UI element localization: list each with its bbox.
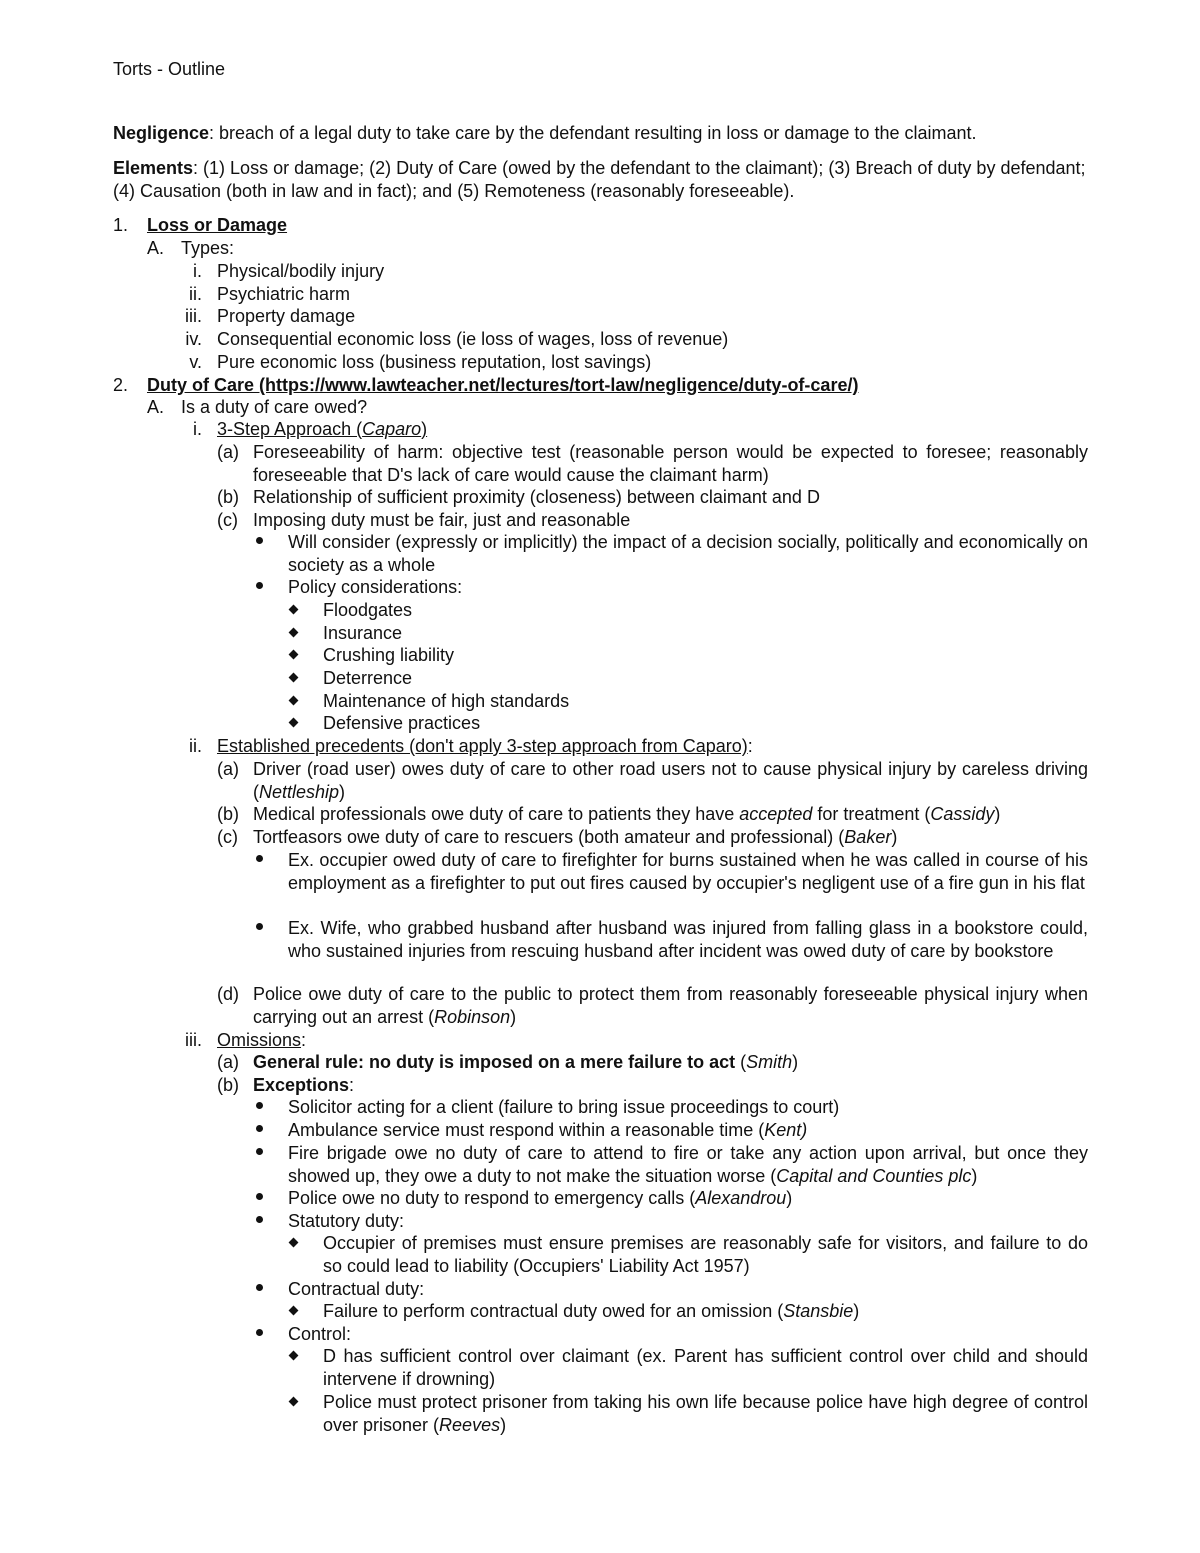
section-title-loss-or-damage: Loss or Damage <box>147 215 288 235</box>
policy-item: Crushing liability <box>323 645 455 665</box>
section-title-duty-of-care: Duty of Care (https://www.lawteacher.net/lectures/tort-law/negligence/duty-of-care/) <box>147 375 859 395</box>
exception-item: Fire brigade owe no duty of care to attend to fire or take any action upon arrival, but once they showed up, they owe a duty to not make the situation worse (Capital and Counties plc) <box>288 1143 1088 1186</box>
list-item: D has sufficient control over claimant (ex. Parent has sufficient control over child and should intervene if drowning) <box>323 1346 1088 1389</box>
policy-item: Defensive practices <box>323 713 481 733</box>
precedent-rescuers: Tortfeasors owe duty of care to rescuers (both amateur and professional) (Baker) <box>253 827 898 847</box>
outline-marker: A. <box>147 238 165 258</box>
step-proximity: Relationship of sufficient proximity (closeness) between claimant and D <box>253 487 820 507</box>
diamond-bullet-icon <box>289 696 299 706</box>
subheading-types: Types: <box>181 238 235 258</box>
diamond-bullet-icon <box>289 1351 299 1361</box>
general-rule: General rule: no duty is imposed on a mere failure to act (Smith) <box>253 1052 799 1072</box>
section-number: 1. <box>113 215 129 235</box>
diamond-bullet-icon <box>289 1397 299 1407</box>
list-item: Psychiatric harm <box>217 284 351 304</box>
precedent-medical: Medical professionals owe duty of care to patients they have accepted for treatment (Cassidy) <box>253 804 1001 824</box>
bullet-icon <box>256 1125 263 1132</box>
bullet-icon <box>256 1284 263 1291</box>
section-number: 2. <box>113 375 129 395</box>
list-item: Occupier of premises must ensure premises are reasonably safe for visitors, and failure to do so could lead to liability (Occupiers' Liability Act 1957) <box>323 1233 1088 1276</box>
outline-marker: (d) <box>217 984 239 1004</box>
policy-item: Maintenance of high standards <box>323 691 570 711</box>
document-header: Torts - Outline <box>113 59 226 79</box>
outline-marker: (c) <box>217 827 238 847</box>
bullet-icon <box>256 1329 263 1336</box>
diamond-bullet-icon <box>289 1238 299 1248</box>
diamond-bullet-icon <box>289 628 299 638</box>
elements-definition: Elements: (1) Loss or damage; (2) Duty of Care (owed by the defendant to the claimant); (3) Breach of duty by defendant; (4) Causation (both in law and in fact); and (5) Remoteness (reasonably foreseeable). <box>113 158 1086 201</box>
diamond-bullet-icon <box>289 650 299 660</box>
list-item: Policy considerations: <box>288 577 463 597</box>
list-item: Police must protect prisoner from taking his own life because police have high degree of control over prisoner (Reeves) <box>323 1392 1088 1435</box>
exceptions-heading: Exceptions: <box>253 1075 355 1095</box>
precedent-police-arrest: Police owe duty of care to the public to protect them from reasonably foreseeable physical injury when carrying out an arrest (Robinson) <box>253 984 1088 1027</box>
diamond-bullet-icon <box>289 718 299 728</box>
bullet-icon <box>256 855 263 862</box>
outline-marker: (a) <box>217 442 239 462</box>
omissions-heading: Omissions: <box>217 1030 307 1050</box>
established-precedents-heading: Established precedents (don't apply 3-step approach from Caparo): <box>217 736 753 756</box>
outline-marker: (b) <box>217 487 239 507</box>
bullet-icon <box>256 923 263 930</box>
outline-marker: (b) <box>217 804 239 824</box>
list-item: Will consider (expressly or implicitly) the impact of a decision socially, politically and economically on society as a whole <box>288 532 1088 575</box>
bullet-icon <box>256 1102 263 1109</box>
exception-item: Ambulance service must respond within a reasonable time (Kent) <box>288 1120 808 1140</box>
exception-item: Police owe no duty to respond to emergency calls (Alexandrou) <box>288 1188 793 1208</box>
outline-marker: iii. <box>185 306 202 326</box>
list-item: Ex. occupier owed duty of care to firefighter for burns sustained when he was called in course of his employment as a firefighter to put out fires caused by occupier's negligent use of a fire gun in his flat <box>288 850 1088 893</box>
list-item: Physical/bodily injury <box>217 261 385 281</box>
outline-marker: A. <box>147 397 165 417</box>
outline-marker: i. <box>193 261 202 281</box>
outline-marker: (a) <box>217 759 239 779</box>
bullet-icon <box>256 582 263 589</box>
outline-marker: i. <box>193 419 202 439</box>
policy-item: Deterrence <box>323 668 413 688</box>
diamond-bullet-icon <box>289 673 299 683</box>
bullet-icon <box>256 537 263 544</box>
outline-marker: (a) <box>217 1052 239 1072</box>
policy-item: Floodgates <box>323 600 413 620</box>
list-item: Property damage <box>217 306 356 326</box>
outline-marker: iii. <box>185 1030 202 1050</box>
list-item: Consequential economic loss (ie loss of wages, loss of revenue) <box>217 329 729 349</box>
list-item: Ex. Wife, who grabbed husband after husband was injured from falling glass in a bookstore could, who sustained injuries from rescuing husband after incident was owed duty of care by bookstore <box>288 918 1088 961</box>
step-fair-just-reasonable: Imposing duty must be fair, just and reasonable <box>253 510 631 530</box>
outline-marker: ii. <box>189 284 202 304</box>
outline-marker: (c) <box>217 510 238 530</box>
negligence-definition: Negligence: breach of a legal duty to take care by the defendant resulting in loss or damage to the claimant. <box>113 123 977 143</box>
exception-item: Control: <box>288 1324 352 1344</box>
list-item: Failure to perform contractual duty owed for an omission (Stansbie) <box>323 1301 860 1321</box>
exception-item: Statutory duty: <box>288 1211 405 1231</box>
policy-item: Insurance <box>323 623 403 643</box>
list-item: Pure economic loss (business reputation, lost savings) <box>217 352 652 372</box>
bullet-icon <box>256 1216 263 1223</box>
bullet-icon <box>256 1193 263 1200</box>
subheading-duty-owed: Is a duty of care owed? <box>181 397 368 417</box>
exception-item: Solicitor acting for a client (failure to bring issue proceedings to court) <box>288 1097 840 1117</box>
outline-marker: (b) <box>217 1075 239 1095</box>
negligence-term: Negligence <box>113 123 210 143</box>
diamond-bullet-icon <box>289 605 299 615</box>
exception-item: Contractual duty: <box>288 1279 425 1299</box>
precedent-driver: Driver (road user) owes duty of care to other road users not to cause physical injury by careless driving (Nettleship) <box>253 759 1088 802</box>
bullet-icon <box>256 1148 263 1155</box>
diamond-bullet-icon <box>289 1306 299 1316</box>
outline-marker: iv. <box>185 329 202 349</box>
three-step-approach-heading: 3-Step Approach (Caparo) <box>217 419 428 439</box>
outline-marker: v. <box>189 352 202 372</box>
step-foreseeability: Foreseeability of harm: objective test (reasonable person would be expected to foresee; reasonably foreseeable that D's lack of care would cause the claimant harm) <box>253 442 1088 485</box>
elements-term: Elements <box>113 158 194 178</box>
outline-marker: ii. <box>189 736 202 756</box>
